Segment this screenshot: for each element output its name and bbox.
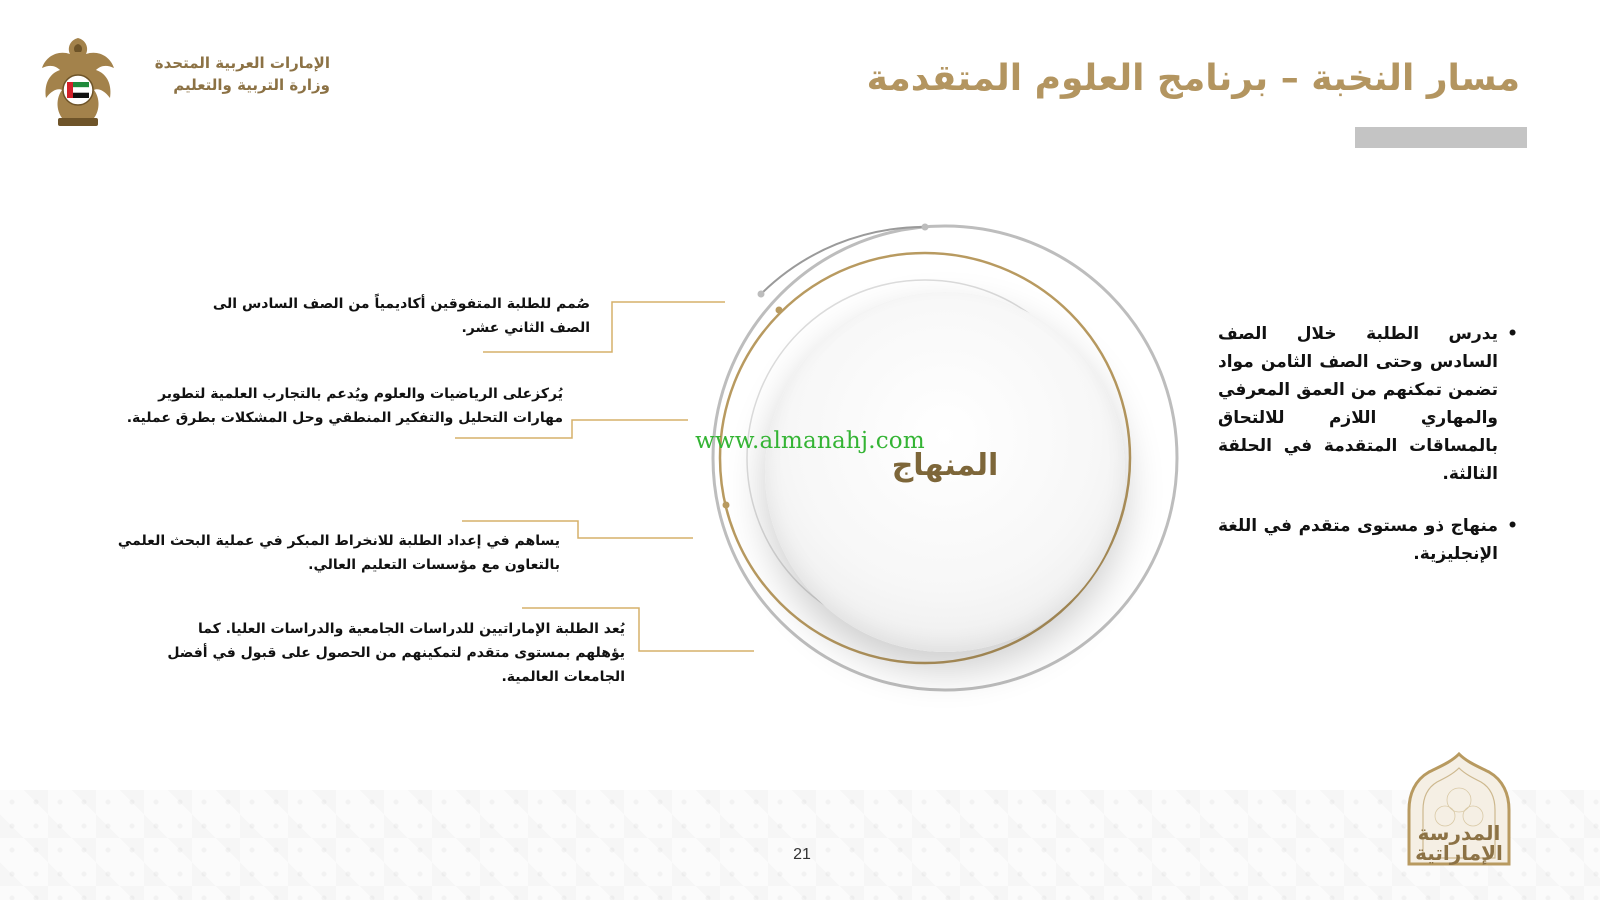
- callout-text-1: صُمم للطلبة المتفوقين أكاديمياً من الصف السادس الى الصف الثاني عشر.: [212, 296, 590, 336]
- bullet-item: • يدرس الطلبة خلال الصف السادس وحتى الصف الثامن مواد تضمن تمكنهم من العمق المعرفي والمهاري اللازم للالتحاق بالمساقات المتقدمة في الحلقة الثالثة.: [1218, 320, 1518, 488]
- callout-text-2: يُركزعلى الرياضيات والعلوم ويُدعم بالتجارب العلمية لتطوير مهارات التحليل والتفكير المنطقي وحل المشكلات بطرق عملية.: [126, 386, 563, 426]
- bullet-item: • منهاج ذو مستوى متقدم في اللغة الإنجليزية.: [1218, 512, 1518, 568]
- ministry-line-ministry: وزارة التربية والتعليم: [173, 76, 330, 94]
- emirati-school-logo: [1385, 750, 1533, 870]
- callout-text-3: يساهم في إعداد الطلبة للانخراط المبكر في عملية البحث العلمي بالتعاون مع مؤسسات التعليم العالي.: [117, 533, 560, 573]
- ministry-line-country: الإمارات العربية المتحدة: [154, 54, 330, 72]
- center-label-curriculum: المنهاج: [891, 448, 999, 483]
- page-number: 21: [793, 846, 811, 863]
- school-logo-line2: الإماراتية: [1415, 841, 1503, 865]
- right-bullet-list: [1218, 320, 1518, 592]
- watermark-url: www.almanahj.com: [695, 428, 925, 454]
- page-title: مسار النخبة – برنامج العلوم المتقدمة: [866, 58, 1520, 99]
- callout-text-4: يُعد الطلبة الإماراتيين للدراسات الجامعية والدراسات العليا. كما يؤهلهم بمستوى متقدم لتمكينهم من الحصول على قبول في أفضل الجامعات العالمية.: [167, 621, 625, 685]
- school-logo-line1: المدرسة: [1417, 821, 1501, 845]
